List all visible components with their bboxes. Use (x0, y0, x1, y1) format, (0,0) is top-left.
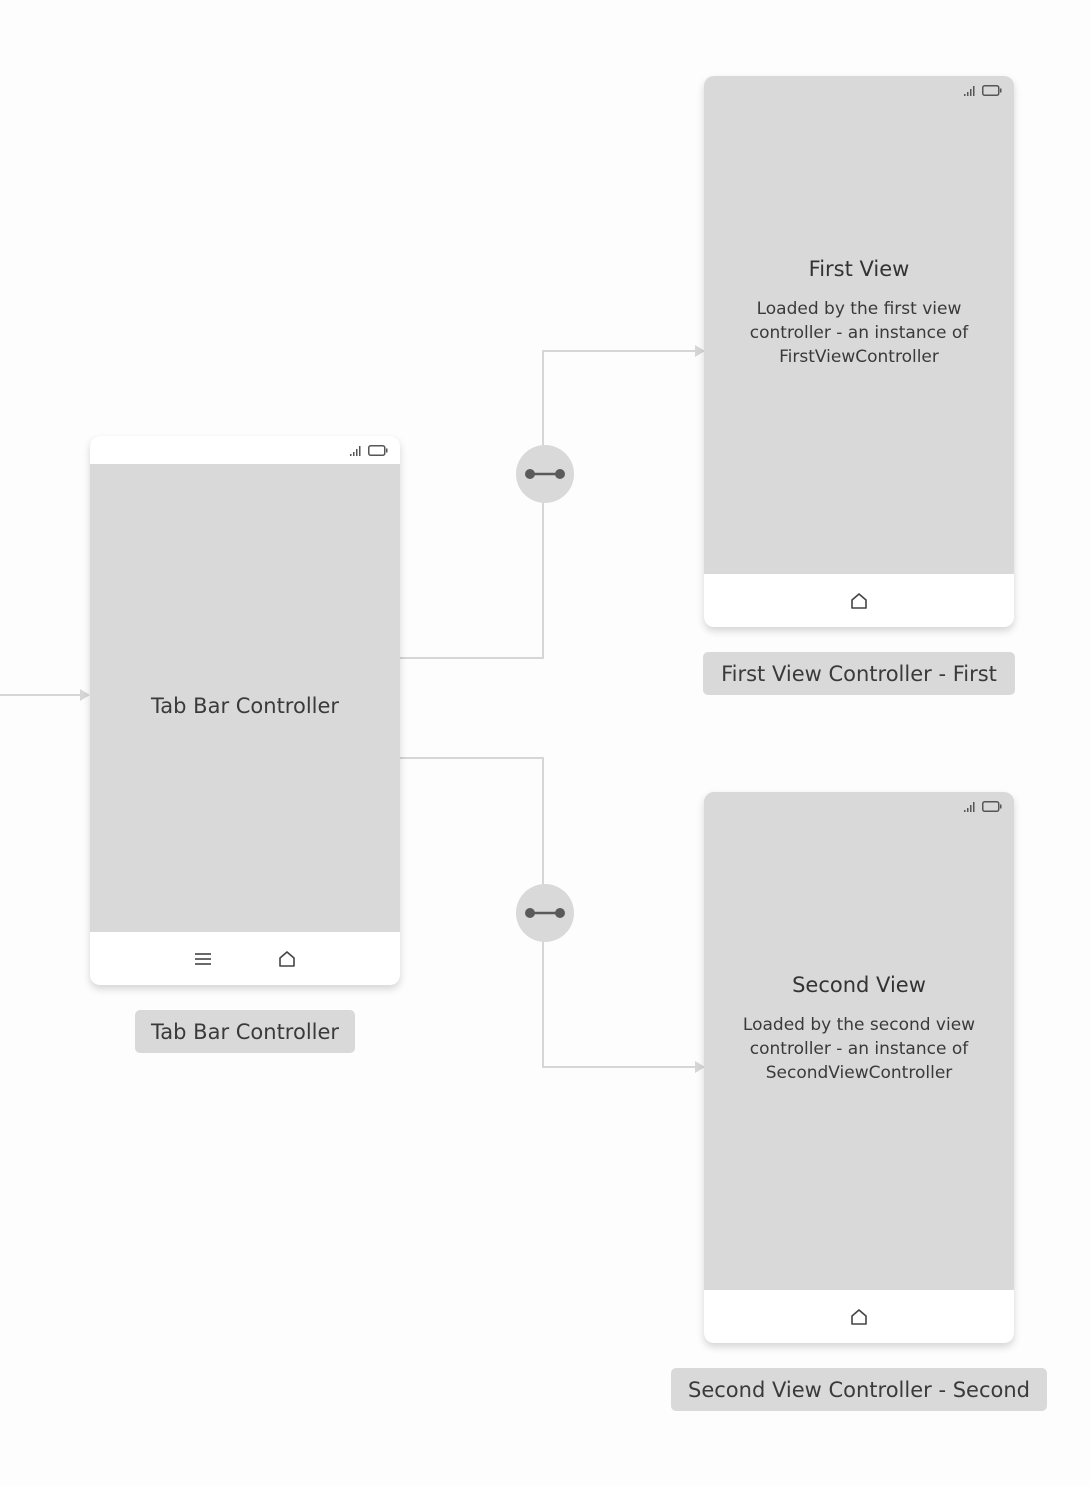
scene-label-second-view-controller[interactable]: Second View Controller - Second (671, 1368, 1047, 1411)
first-view-content (704, 257, 1014, 369)
scene-label-first-view-controller[interactable]: First View Controller - First (703, 652, 1015, 695)
second-view-scene[interactable] (704, 792, 1014, 1343)
relationship-icon (524, 906, 566, 920)
first-view-title: First View (808, 257, 910, 281)
signal-icon (964, 802, 976, 812)
signal-icon (350, 446, 362, 456)
battery-icon (368, 445, 388, 456)
status-bar (704, 76, 1014, 104)
segue-badge-first[interactable] (516, 445, 574, 503)
segue-line-first (400, 351, 697, 658)
second-view-description: Loaded by the second view controller - an instance of SecondViewController (742, 1015, 976, 1083)
home-icon[interactable] (276, 948, 298, 970)
tab-bar-controller-scene[interactable] (90, 436, 400, 985)
first-view-scene[interactable] (704, 76, 1014, 627)
first-view-description: Loaded by the first view controller - an instance of FirstViewController (749, 299, 969, 367)
signal-icon (964, 86, 976, 96)
tab-bar (704, 1290, 1014, 1343)
entry-arrowhead (80, 689, 90, 701)
scene-label-tab-bar-controller[interactable]: Tab Bar Controller (135, 1010, 355, 1053)
battery-icon (982, 801, 1002, 812)
battery-icon (982, 85, 1002, 96)
status-bar (704, 792, 1014, 820)
tab-bar (704, 574, 1014, 627)
segue-badge-second[interactable] (516, 884, 574, 942)
menu-icon[interactable] (192, 948, 214, 970)
home-icon[interactable] (848, 1306, 870, 1328)
home-icon[interactable] (848, 590, 870, 612)
tab-bar (90, 932, 400, 985)
second-view-title: Second View (792, 973, 926, 997)
relationship-icon (524, 467, 566, 481)
second-view-content (704, 973, 1014, 1085)
scene-title: Tab Bar Controller (150, 694, 340, 718)
status-bar (90, 436, 400, 464)
